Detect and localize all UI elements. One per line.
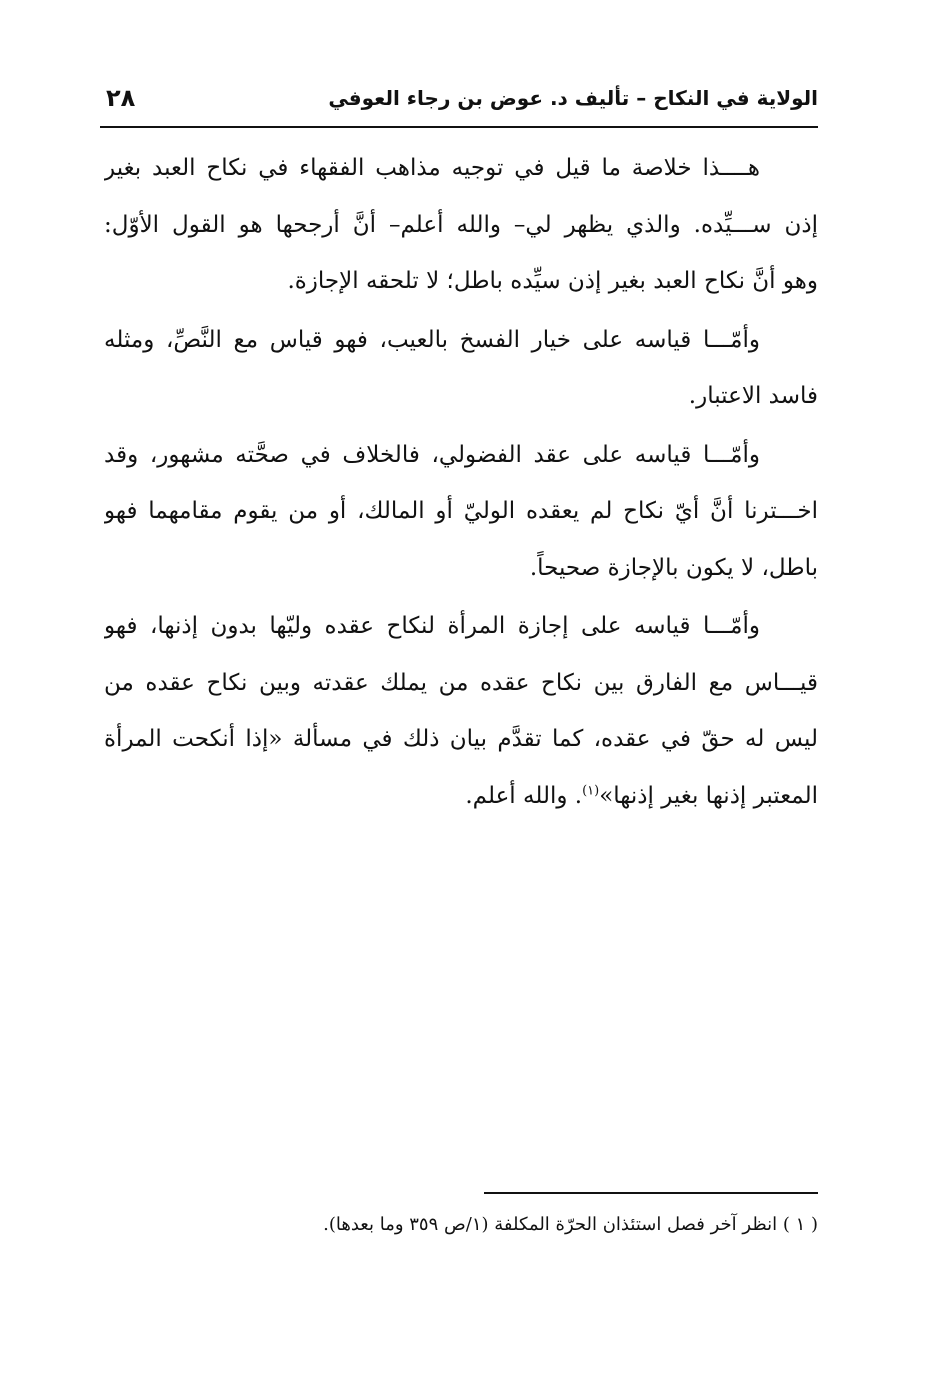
footnote-separator xyxy=(484,1192,818,1194)
paragraph-1 xyxy=(104,140,818,310)
text-line: وأمّـــا قياسه على خيار الفسخ بالعيب، فهو قياس مع النَّصِّ، ومثله xyxy=(104,326,760,353)
text-line: باطل، لا يكون بالإجازة صحيحاً. xyxy=(529,554,818,581)
text-line xyxy=(104,768,818,825)
text-line: وهو أنَّ نكاح العبد بغير إذن سيِّده باطل؛ لا تلحقه الإجازة. xyxy=(287,268,818,294)
text-line: إذن ســـيِّده. والذي يظهر لي– والله أعلم– أنَّ أرجحها هو القول الأوّل: xyxy=(104,211,818,238)
text-line: اخـــترنا أنَّ أيّ نكاح لم يعقده الوليّ أو المالك، أو من يقوم مقامهما فهو xyxy=(104,498,818,524)
running-title: الولاية في النكاح – تأليف د. عوض بن رجاء العوفي xyxy=(328,86,818,110)
text-line: قيـــاس مع الفارق بين نكاح عقده من يملك عقدته وبين نكاح عقده من xyxy=(104,669,818,696)
paragraph-2 xyxy=(104,312,818,425)
page-number: ٢٨ xyxy=(106,84,136,112)
text-fragment: المعتبر إذنها بغير إذنها» xyxy=(599,782,818,809)
paragraph-4 xyxy=(104,598,818,824)
text-fragment: . والله أعلم. xyxy=(465,782,583,809)
text-line: وأمّـــا قياسه على إجازة المرأة لنكاح عقده وليّها بدون إذنها، فهو xyxy=(104,613,761,639)
footnote-reference[interactable]: (١) xyxy=(582,782,600,798)
text-line: وأمّـــا قياسه على عقد الفضولي، فالخلاف في صحَّته مشهور، وقد xyxy=(104,441,760,468)
paragraph-3 xyxy=(104,427,818,597)
text-line: هــــذا خلاصة ما قيل في توجيه مذاهب الفقهاء في نكاح العبد بغير xyxy=(104,155,760,181)
main-text xyxy=(104,140,818,824)
text-line: ليس له حقّ في عقده، كما تقدَّم بيان ذلك في مسألة «إذا أنكحت المرأة xyxy=(104,726,818,752)
text-line: فاسد الاعتبار. xyxy=(688,383,818,409)
footnote-1: ( ١ ) انظر آخر فصل استئذان الحرّة المكلفة (١/ص ٣٥٩ وما بعدها). xyxy=(323,1214,818,1235)
page-header xyxy=(100,82,818,128)
